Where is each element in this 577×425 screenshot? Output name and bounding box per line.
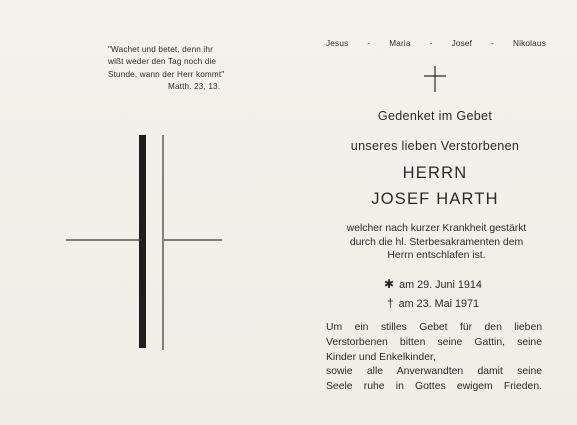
birth-star-icon: ✱ [384,277,395,291]
large-cross-icon [66,135,222,350]
closing-line: sowie alle Anverwandten damit seine [326,366,542,378]
death-date-text: am 23. Mai 1971 [398,298,480,310]
death-dagger-icon: † [386,296,394,310]
death-note [329,222,544,263]
death-date [333,296,533,310]
quote-line: "Wachet und betet, denn ihr [108,45,213,54]
name-separator: - [491,39,495,48]
heading-deceased: unseres lieben Verstorbenen [350,139,520,153]
deceased-name: JOSEF HARTH [371,190,499,208]
closing-line: Um ein stilles Gebet für den lieben [326,322,542,333]
small-cross-icon [424,66,446,92]
birth-date-text: am 29. Juni 1914 [399,279,482,291]
name-jesus: Jesus [326,39,349,48]
name-separator: - [367,39,371,48]
closing-line: Verstorbenen bitten seine Gattin, seine [326,336,542,348]
holy-names-line [326,39,546,48]
quote-line: wißt weder den Tag noch die [108,57,217,67]
death-note-line: Herrn entschlafen ist. [387,250,486,262]
death-note-line: welcher nach kurzer Krankheit gestärkt [346,223,527,234]
closing-line: Kinder und Enkelkinder, [326,351,436,363]
deceased-title: HERRN [402,164,468,182]
quote-reference: Matth. 23, 13. [168,82,221,92]
heading-pray: Gedenket im Gebet [377,109,493,123]
death-note-line: durch die hl. Sterbesakramenten dem [349,236,524,248]
closing-line: Seele ruhe in Gottes ewigem Frieden. [326,381,542,393]
name-maria: Maria [389,39,411,48]
closing-text [326,321,542,395]
birth-date [333,277,533,291]
name-josef: Josef [451,39,473,48]
quote-line: Stunde, wann der Herr kommt" [108,69,225,79]
name-nikolaus: Nikolaus [512,39,546,48]
name-separator: - [429,39,433,48]
bible-quote [108,44,268,94]
